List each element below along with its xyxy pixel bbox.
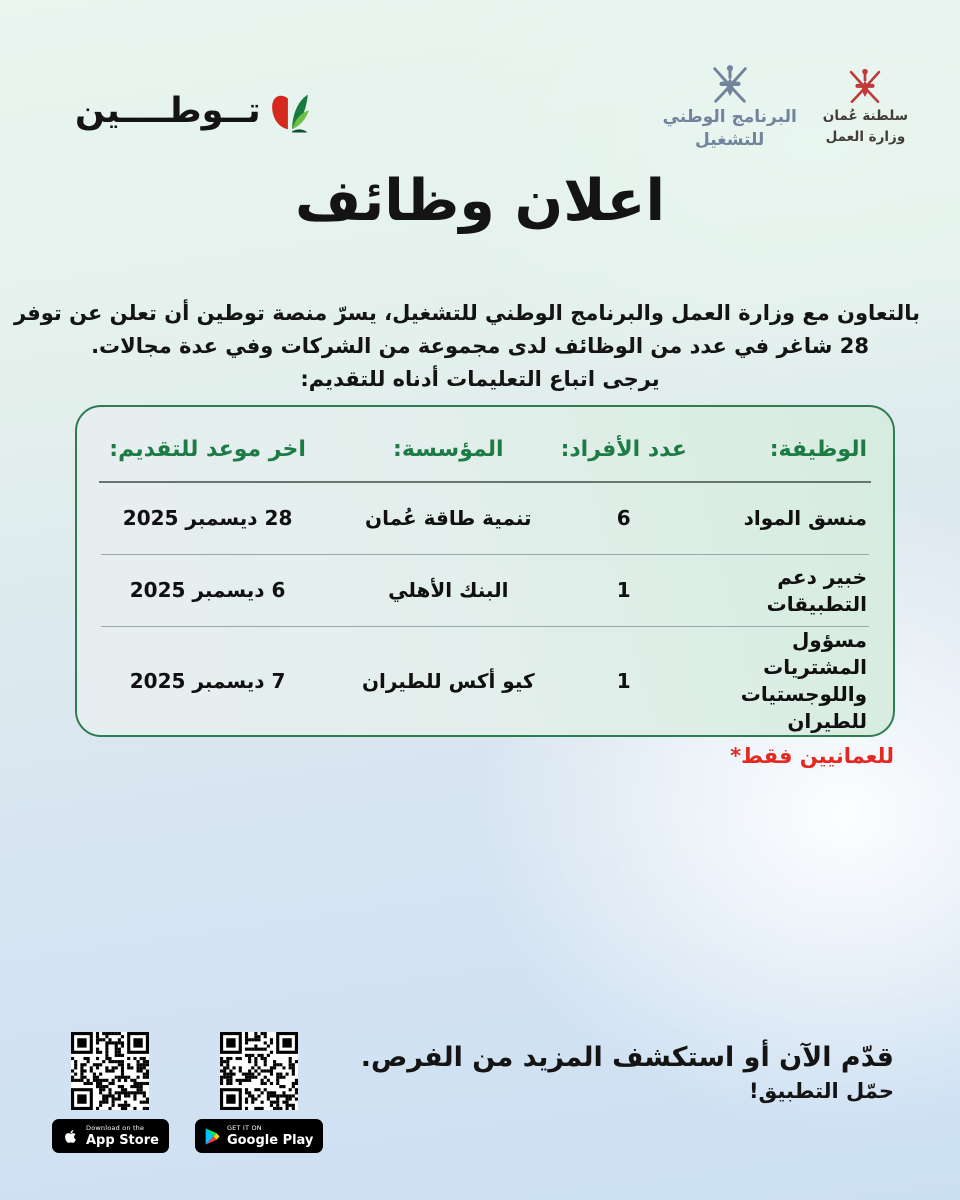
appstore-qr-code[interactable]: [71, 1032, 149, 1110]
tawteen-logo: [75, 88, 311, 140]
khanjar-emblem-icon: [844, 66, 886, 106]
cell-org: البنك الأهلي: [388, 578, 509, 602]
googleplay-badge-bottom: Google Play: [226, 1132, 314, 1148]
intro-line-3: يرجى اتباع التعليمات أدناه للتقديم:: [300, 367, 660, 391]
apple-icon: [62, 1127, 79, 1146]
cell-deadline: 7 ديسمبر 2025: [129, 668, 286, 693]
cell-org: تنمية طاقة عُمان: [365, 506, 532, 530]
store-links: [52, 1032, 323, 1153]
jobs-table-header: [77, 407, 893, 467]
cell-job: خبير دعم التطبيقات: [766, 564, 867, 616]
cell-deadline: 6 ديسمبر 2025: [129, 578, 286, 602]
appstore-badge-top: Download on the: [86, 1124, 145, 1133]
cell-count: 1: [616, 578, 631, 602]
google-play-icon: [205, 1128, 220, 1145]
khanjar-emblem-icon: [707, 62, 753, 106]
jobs-table: [75, 405, 895, 737]
footer-cta: [361, 1040, 894, 1106]
partner-logos: [663, 62, 908, 152]
page-title: اعلان وظائف: [294, 168, 666, 234]
googleplay-badge-top: GET IT ON: [226, 1124, 262, 1133]
googleplay-badge[interactable]: [195, 1119, 323, 1153]
table-row: [77, 555, 893, 626]
header-org: المؤسسة:: [393, 436, 504, 462]
cell-deadline: 28 ديسمبر 2025: [122, 506, 293, 530]
intro-line-2: 28 شاغر في عدد من الوظائف لدى مجموعة من الشركات وفي عدة مجالات.: [91, 334, 869, 358]
national-employment-program-logo: [663, 62, 797, 152]
table-row: [77, 627, 893, 735]
intro-paragraph: [13, 297, 920, 396]
cell-job: منسق المواد: [743, 506, 867, 530]
ministry-name-line2: وزارة العمل: [825, 129, 906, 145]
cell-count: 1: [616, 668, 631, 693]
cell-job: مسؤول المشتريات واللوجستيات للطيران: [740, 628, 867, 733]
header-job: الوظيفة:: [769, 436, 867, 462]
cell-org: كيو أكس للطيران: [361, 668, 535, 693]
header-deadline: اخر موعد للتقديم:: [109, 436, 306, 462]
intro-line-1: بالتعاون مع وزارة العمل والبرنامج الوطني للتشغيل، يسرّ منصة توطين أن تعلن عن توفر: [13, 301, 920, 325]
nep-name-line2: للتشغيل: [695, 130, 765, 150]
cta-line-1: قدّم الآن أو استكشف المزيد من الفرص.: [360, 1042, 894, 1073]
appstore-badge-bottom: App Store: [86, 1132, 159, 1148]
tawteen-tulip-icon: [269, 88, 311, 140]
appstore-store-block: [52, 1032, 169, 1153]
table-row: [77, 483, 893, 554]
header-count: عدد الأفراد:: [560, 436, 687, 462]
omanis-only-note: للعمانيين فقط*: [730, 744, 894, 768]
ministry-of-labour-logo: [823, 62, 908, 148]
cta-line-2: حمّل التطبيق!: [748, 1079, 894, 1103]
tawteen-wordmark: تــوطــــين: [75, 91, 261, 131]
nep-name-line1: البرنامج الوطني: [662, 107, 797, 127]
googleplay-qr-code[interactable]: [220, 1032, 298, 1110]
ministry-name-line1: سلطنة عُمان: [822, 108, 908, 124]
appstore-badge[interactable]: [52, 1119, 169, 1153]
googleplay-store-block: [195, 1032, 323, 1153]
cell-count: 6: [616, 506, 631, 530]
